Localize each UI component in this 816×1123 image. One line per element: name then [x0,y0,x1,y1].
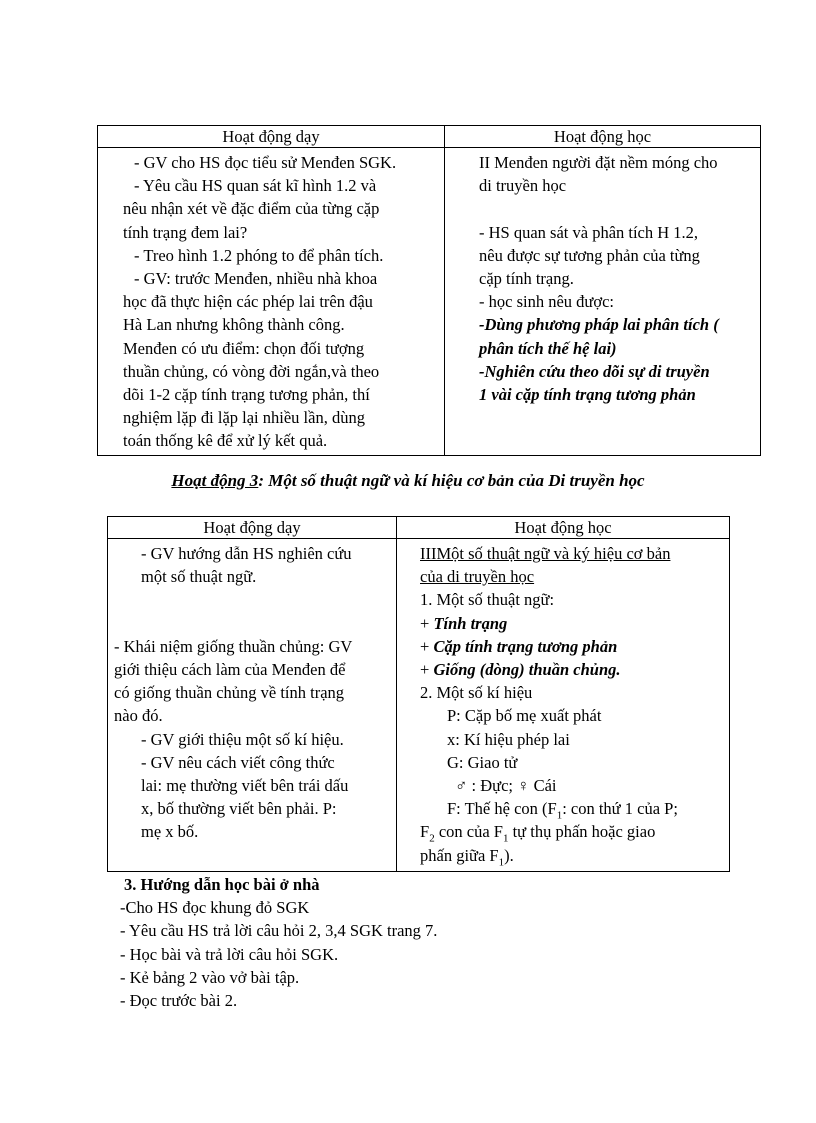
activity-3-title: : Một số thuật ngữ và kí hiệu cơ bản của Di truyền học [258,471,645,490]
activity-3-label: Hoạt động 3 [171,471,259,490]
student-line: II Menđen người đặt nềm móng cho [479,153,718,172]
section-title: IIIMột số thuật ngữ và ký hiệu cơ bản [420,544,671,563]
header-teaching-activity: Hoạt động dạy [98,126,445,148]
homework-line: - Đọc trước bài 2. [120,991,238,1011]
activity-table-2 [107,516,730,872]
homework-section [120,873,437,1012]
activity-3-heading [0,471,816,491]
symbols-title: 2. Một số kí hiệu [420,683,533,703]
student-line: - học sinh nêu được: [479,292,614,312]
teacher-line: - GV hướng dẫn HS nghiên cứu [141,544,352,563]
teacher-line: mẹ x bố. [141,822,199,842]
student-line-emphasis: phân tích thế hệ lai) [479,338,617,358]
symbol-line: P: Cặp bố mẹ xuất phát [447,706,602,726]
symbol-line-f: $F_2$ con của $F_1$ tự thụ phấn hoặc giao [420,822,656,845]
student-line-emphasis: 1 vài cặp tính trạng tương phản [479,385,696,405]
term-item: + Cặp tính trạng tương phản [420,636,618,656]
teacher-line: - GV: trước Menđen, nhiều nhà khoa [134,269,378,289]
teacher-line: một số thuật ngữ. [141,567,257,587]
student-line: di truyền học [479,176,567,196]
term-text: Giống (dòng) thuần chủng. [433,660,621,680]
teacher-line [108,612,396,635]
symbol-line-sex: ♂ : Đực; ♀ Cái [455,776,557,796]
teacher-line: x, bố thường viết bên phải. P: [141,799,337,819]
student-line [479,197,760,220]
homework-line: - Kẻ bảng 2 vào vở bài tập. [120,967,300,987]
terms-title: 1. Một số thuật ngữ: [420,590,555,610]
student-line-emphasis: -Nghiên cứu theo dõi sự di truyền [479,361,710,381]
term-item: + Tính trạng [420,613,508,633]
teacher-line: - Khái niệm giống thuần chủng: GV [114,636,353,656]
student-activity-cell [445,148,761,456]
teacher-activity-cell [98,148,445,456]
homework-line: -Cho HS đọc khung đỏ SGK [120,898,310,918]
teacher-line: học đã thực hiện các phép lai trên đậu [123,292,373,312]
symbol-line-f: phấn giữa $F_1$). [420,845,514,868]
teacher-line: - Treo hình 1.2 phóng to để phân tích. [134,245,384,265]
teacher-line: - GV cho HS đọc tiểu sử Menđen SGK. [134,153,397,172]
teacher-line: - GV nêu cách viết công thức [141,752,335,772]
teacher-line: nghiệm lặp đi lặp lại nhiều lần, dùng [123,408,365,428]
teacher-line: tính trạng đem lai? [123,222,248,242]
teacher-line: nào đó. [114,706,163,726]
teacher-line: Menđen có ưu điểm: chọn đối tượng [123,338,365,358]
student-line: nêu được sự tương phản của từng [479,245,700,265]
term-text: Tính trạng [433,613,508,633]
teacher-line: có giống thuần chủng về tính trạng [114,683,345,703]
teacher-line: giới thiệu cách làm của Menđen để [114,660,346,680]
homework-line: - Học bài và trả lời câu hỏi SGK. [120,944,339,964]
student-activity-cell [397,539,730,872]
teacher-line: toán thống kê để xử lý kết quả. [123,431,328,451]
student-line: - HS quan sát và phân tích H 1.2, [479,222,699,242]
symbol-line: G: Giao tử [447,752,518,772]
teacher-line: thuần chủng, có vòng đời ngắn,và theo [123,361,380,381]
teacher-line: - GV giới thiệu một số kí hiệu. [141,729,344,749]
activity-table-1 [97,125,761,456]
teacher-line: lai: mẹ thường viết bên trái dấu [141,776,349,796]
homework-line: - Yêu cầu HS trả lời câu hỏi 2, 3,4 SGK trang 7. [120,921,438,941]
teacher-activity-cell [108,539,397,872]
header-teaching-activity: Hoạt động dạy [108,517,397,539]
symbol-line-f: F: Thế hệ con ($F_1$: con thứ 1 của P; [447,799,678,822]
term-text: Cặp tính trạng tương phản [433,636,618,656]
section-title: của di truyền học [420,567,535,587]
homework-title: 3. Hướng dẫn học bài ở nhà [124,875,320,894]
teacher-line: nêu nhận xét về đặc điểm của từng cặp [123,199,380,219]
teacher-line [108,588,396,611]
teacher-line: dõi 1-2 cặp tính trạng tương phản, thí [123,385,370,405]
header-learning-activity: Hoạt động học [397,517,730,539]
header-learning-activity: Hoạt động học [445,126,761,148]
symbol-line: x: Kí hiệu phép lai [447,729,570,749]
term-item: + Giống (dòng) thuần chủng. [420,660,621,680]
teacher-line: - Yêu cầu HS quan sát kĩ hình 1.2 và [134,176,377,196]
teacher-line: Hà Lan nhưng không thành công. [123,315,345,335]
student-line: cặp tính trạng. [479,269,574,289]
student-line-emphasis: -Dùng phương pháp lai phân tích ( [479,315,719,335]
